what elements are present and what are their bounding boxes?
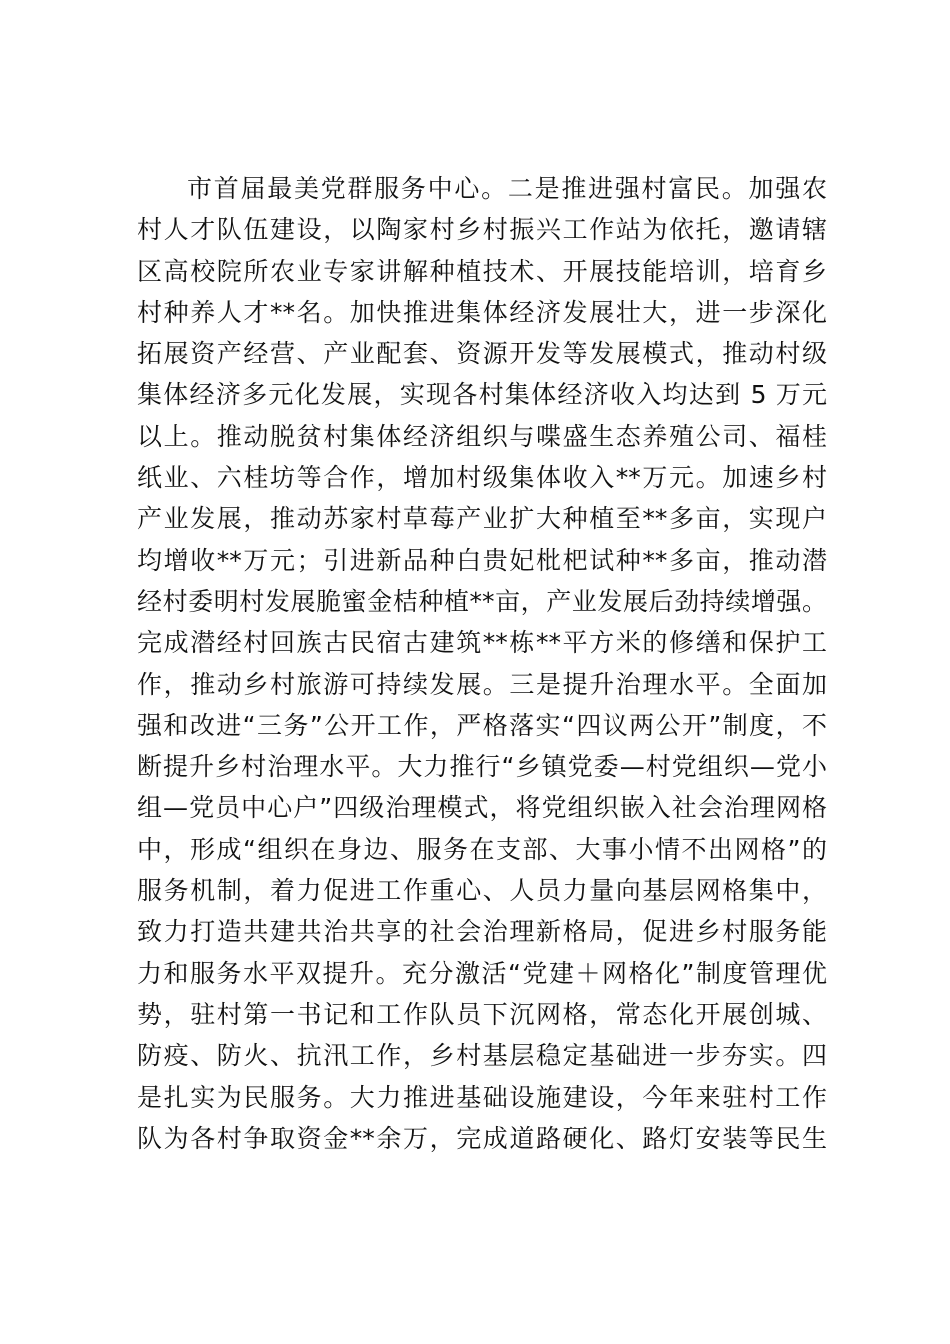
text-line: 村人才队伍建设，以陶家村乡村振兴工作站为依托，邀请辖 — [137, 215, 827, 245]
body-paragraph — [137, 168, 827, 1159]
text-line: 经村委明村发展脆蜜金桔种植**亩，产业发展后劲持续增强。 — [137, 586, 827, 616]
text-line: 集体经济多元化发展，实现各村集体经济收入均达到 5 万元 — [137, 380, 827, 410]
text-line: 市首届最美党群服务中心。二是推进强村富民。加强农 — [187, 174, 827, 203]
text-line: 队为各村争取资金**余万，完成道路硬化、路灯安装等民生 — [137, 1123, 827, 1153]
text-line: 区高校院所农业专家讲解种植技术、开展技能培训，培育乡 — [137, 256, 827, 286]
text-line: 完成潜经村回族古民宿古建筑**栋**平方米的修缮和保护工 — [137, 628, 827, 658]
text-line: 断提升乡村治理水平。大力推行“乡镇党委—村党组织—党小 — [137, 752, 827, 782]
text-line: 拓展资产经营、产业配套、资源开发等发展模式，推动村级 — [137, 339, 827, 369]
text-line: 村种养人才**名。加快推进集体经济发展壮大，进一步深化 — [137, 297, 827, 327]
text-line: 中，形成“组织在身边、服务在支部、大事小情不出网格”的 — [137, 834, 827, 864]
text-line: 势，驻村第一书记和工作队员下沉网格，常态化开展创城、 — [137, 999, 827, 1029]
text-line: 纸业、六桂坊等合作，增加村级集体收入**万元。加速乡村 — [137, 463, 827, 493]
text-line: 产业发展，推动苏家村草莓产业扩大种植至**多亩，实现户 — [137, 504, 827, 534]
text-line: 力和服务水平双提升。充分激活“党建＋网格化”制度管理优 — [137, 958, 827, 988]
text-line: 是扎实为民服务。大力推进基础设施建设，今年来驻村工作 — [137, 1082, 827, 1112]
text-line: 均增收**万元；引进新品种白贵妃枇杷试种**多亩，推动潜 — [137, 545, 827, 575]
text-line: 强和改进“三务”公开工作，严格落实“四议两公开”制度，不 — [137, 710, 827, 740]
text-line: 组—党员中心户”四级治理模式，将党组织嵌入社会治理网格 — [137, 793, 827, 823]
text-line: 防疫、防火、抗汛工作，乡村基层稳定基础进一步夯实。四 — [137, 1041, 827, 1071]
text-line: 致力打造共建共治共享的社会治理新格局，促进乡村服务能 — [137, 917, 827, 947]
text-line: 服务机制，着力促进工作重心、人员力量向基层网格集中， — [137, 876, 827, 906]
text-line: 以上。推动脱贫村集体经济组织与喋盛生态养殖公司、福桂 — [137, 421, 827, 451]
text-line: 作，推动乡村旅游可持续发展。三是提升治理水平。全面加 — [137, 669, 827, 699]
